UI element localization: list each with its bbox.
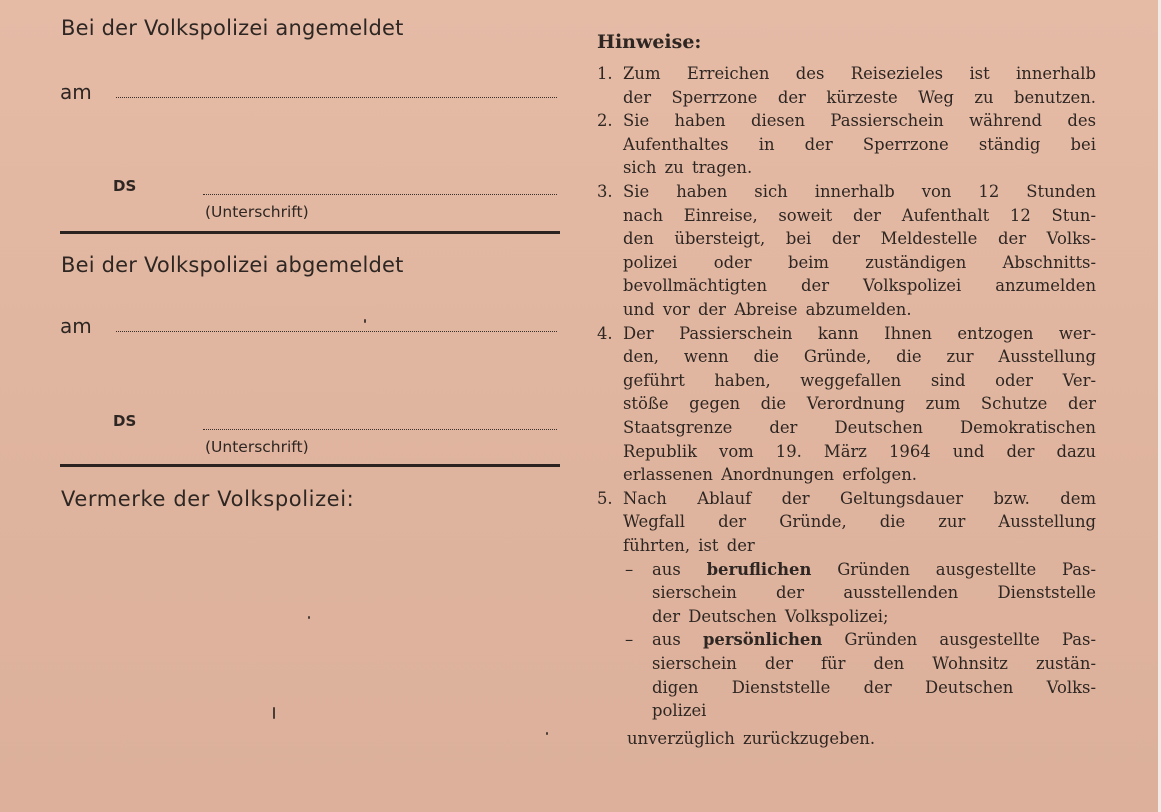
- item-number: 4.: [597, 323, 613, 343]
- item-3-line: und vor der Abreise abzumelden.: [623, 300, 912, 319]
- section-divider: [60, 231, 560, 234]
- deregistered-signature-caption: (Unterschrift): [205, 438, 309, 456]
- item-3-line: polizei oder beim zuständigen Abschnitts-: [623, 252, 1096, 272]
- sub-item-prefix: aus: [652, 559, 681, 579]
- item-2-line: Sie haben diesen Passierschein während des: [623, 111, 1096, 131]
- sub-item-rest: Gründen ausgestellte Pas-: [837, 559, 1097, 579]
- hinweise-title: Hinweise:: [597, 31, 702, 53]
- item-3-line: den übersteigt, bei der Meldestelle der Volks-: [623, 229, 1096, 249]
- sub-item-line: der Deutschen Volkspolizei;: [652, 606, 889, 626]
- deregistered-signature-field[interactable]: [203, 429, 557, 430]
- notes-heading: Vermerke der Volkspolizei:: [61, 487, 355, 511]
- registered-date-field[interactable]: [116, 97, 557, 98]
- item-4-line: Staatsgrenze der Deutschen Demokratischen: [623, 418, 1096, 437]
- deregistered-date-label: am: [60, 314, 92, 338]
- item-number: 3.: [597, 182, 613, 201]
- item-4-line: Der Passierschein kann Ihnen entzogen wer-: [623, 323, 1096, 343]
- deregistered-stamp-label: DS: [113, 412, 137, 430]
- sub-item-line: digen Dienststelle der Deutschen Volks-: [652, 677, 1096, 697]
- item-4-line: erlassenen Anordnungen erfolgen.: [623, 465, 917, 485]
- item-5-closing: unverzüglich zurückzugeben.: [627, 729, 876, 748]
- sub-item-line: sierschein der ausstellenden Dienststelle: [652, 583, 1096, 603]
- item-1-line: Zum Erreichen des Reisezieles ist innerhalb: [623, 64, 1096, 83]
- item-4-line: Republik vom 19. März 1964 und der dazu: [623, 441, 1096, 461]
- sub-item-line: sierschein der für den Wohnsitz zustän-: [652, 654, 1096, 673]
- sub-item-emphasis: persönlichen: [702, 630, 823, 650]
- item-number: 2.: [597, 111, 613, 131]
- registered-signature-caption: (Unterschrift): [205, 203, 309, 221]
- item-4-line: geführt haben, weggefallen sind oder Ver-: [623, 370, 1096, 390]
- deregistered-heading: Bei der Volkspolizei abgemeldet: [61, 253, 404, 277]
- paper-speck: [364, 319, 366, 323]
- sub-item-dash: –: [625, 559, 634, 579]
- sub-item-rest: Gründen ausgestellte Pas-: [844, 630, 1096, 650]
- registered-heading: Bei der Volkspolizei angemeldet: [61, 16, 404, 40]
- item-1-line: der Sperrzone der kürzeste Weg zu benutzen.: [623, 87, 1096, 107]
- registered-date-label: am: [60, 80, 92, 104]
- paper-speck: [546, 732, 548, 735]
- item-4-line: den, wenn die Gründe, die zur Ausstellung: [623, 347, 1096, 367]
- sub-item-first-line: [652, 628, 1096, 652]
- item-number: 5.: [597, 488, 613, 508]
- item-2-line: sich zu tragen.: [623, 158, 753, 178]
- sub-item-dash: –: [625, 630, 634, 650]
- sub-item-line: polizei: [652, 701, 707, 721]
- item-number: 1.: [597, 64, 613, 83]
- item-5-line: Wegfall der Gründe, die zur Ausstellung: [623, 512, 1096, 532]
- deregistered-date-field[interactable]: [116, 331, 557, 332]
- registered-signature-field[interactable]: [203, 194, 557, 195]
- paper-speck: [273, 707, 275, 719]
- sub-item-emphasis: beruflichen: [706, 559, 812, 579]
- item-2-line: Aufenthaltes in der Sperrzone ständig bei: [623, 134, 1096, 154]
- section-divider: [60, 464, 560, 467]
- sub-item-first-line: [652, 558, 1096, 582]
- item-4-line: stöße gegen die Verordnung zum Schutze der: [623, 394, 1096, 414]
- item-5-line: führten, ist der: [623, 536, 755, 555]
- item-3-line: Sie haben sich innerhalb von 12 Stunden: [623, 182, 1096, 201]
- registered-stamp-label: DS: [113, 177, 137, 195]
- item-3-line: bevollmächtigten der Volkspolizei anzumelden: [623, 276, 1096, 296]
- item-3-line: nach Einreise, soweit der Aufenthalt 12 Stun-: [623, 205, 1096, 225]
- paper-speck: [308, 616, 310, 619]
- item-5-line: Nach Ablauf der Geltungsdauer bzw. dem: [623, 488, 1096, 508]
- sub-item-prefix: aus: [652, 630, 681, 650]
